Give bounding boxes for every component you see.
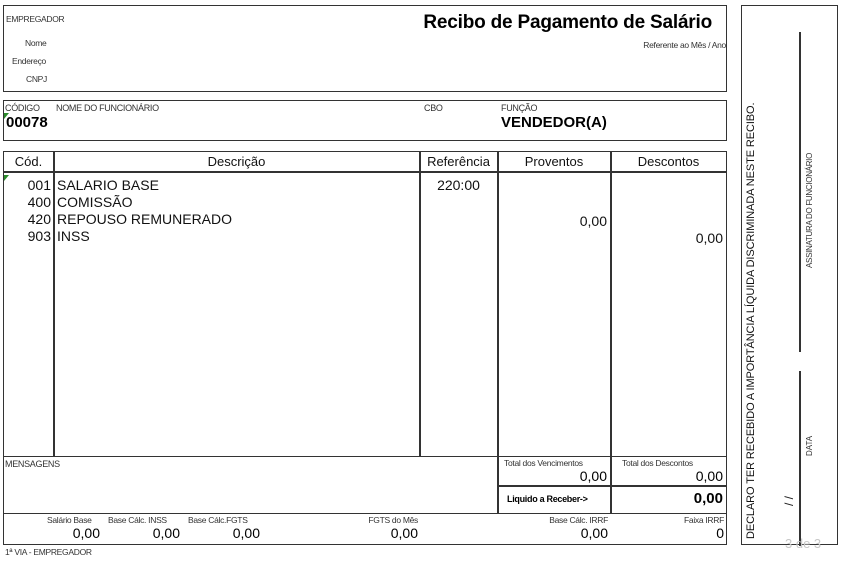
inss-base-value: 0,00 bbox=[152, 525, 180, 541]
fgts-base-value: 0,00 bbox=[232, 525, 260, 541]
employee-name-label: NOME DO FUNCIONÁRIO bbox=[56, 103, 159, 113]
calculation-bases-section bbox=[3, 513, 727, 545]
signature-section bbox=[741, 5, 838, 545]
net-pay-value: 0,00 bbox=[693, 490, 723, 507]
total-earnings-label: Total dos Vencimentos bbox=[504, 458, 583, 468]
fgts-month-value: 0,00 bbox=[390, 525, 418, 541]
base-salary-value: 0,00 bbox=[72, 525, 100, 541]
table-row-deductions bbox=[611, 194, 723, 211]
base-salary-label: Salário Base bbox=[47, 515, 92, 525]
table-row-code: 420 bbox=[27, 211, 51, 227]
table-row-earnings: 0,00 bbox=[579, 213, 607, 229]
page-indicator: 3 de 3 bbox=[785, 536, 822, 551]
table-row-description: COMISSÃO bbox=[57, 194, 133, 210]
messages-label: MENSAGENS bbox=[5, 459, 60, 469]
table-row-reference: 220:00 bbox=[437, 177, 480, 193]
table-row-earnings bbox=[498, 177, 607, 194]
total-earnings-value: 0,00 bbox=[579, 468, 607, 484]
column-divider bbox=[53, 152, 55, 456]
column-header-deductions: Descontos bbox=[637, 154, 700, 169]
table-row-description: SALARIO BASE bbox=[57, 177, 159, 193]
table-row-deductions bbox=[611, 177, 723, 194]
table-row-code: 400 bbox=[27, 194, 51, 210]
totals-divider bbox=[497, 485, 726, 487]
receipt-declaration: DECLARO TER RECEBIDO A IMPORTÂNCIA LÍQUIDA DISCRIMINADA NESTE RECIBO. bbox=[745, 102, 757, 539]
signature-line[interactable] bbox=[799, 32, 801, 352]
column-header-code: Cód. bbox=[14, 154, 43, 169]
irrf-band-label: Faixa IRRF bbox=[684, 515, 724, 525]
fgts-month-label: FGTS do Mês bbox=[368, 515, 418, 525]
table-row-reference bbox=[420, 228, 497, 245]
table-row-deductions bbox=[611, 211, 723, 228]
employer-name-label: Nome bbox=[25, 38, 47, 48]
employer-cnpj-label: CNPJ bbox=[26, 74, 47, 84]
table-row-description: INSS bbox=[57, 228, 90, 244]
copy-label: 1ª VIA - EMPREGADOR bbox=[5, 547, 92, 557]
employee-code: 00078 bbox=[6, 114, 48, 131]
page-title: Recibo de Pagamento de Salário bbox=[423, 12, 712, 33]
column-header-description: Descrição bbox=[207, 154, 266, 169]
date-line[interactable] bbox=[799, 371, 801, 546]
cbo-label: CBO bbox=[424, 103, 443, 113]
table-row-reference bbox=[420, 194, 497, 211]
fgts-base-label: Base Cálc.FGTS bbox=[188, 515, 248, 525]
messages-totals-section bbox=[3, 456, 727, 514]
net-pay-label: Liquido a Receber-> bbox=[507, 494, 588, 504]
table-row-deductions: 0,00 bbox=[695, 230, 723, 246]
column-header-reference: Referência bbox=[427, 154, 490, 169]
irrf-band-value: 0 bbox=[716, 525, 724, 541]
employer-section bbox=[3, 5, 727, 92]
date-label: DATA bbox=[805, 435, 814, 456]
reference-month-label: Referente ao Mês / Ano bbox=[643, 40, 726, 50]
table-row-code: 903 bbox=[27, 228, 51, 244]
table-row-earnings bbox=[498, 228, 607, 245]
total-deductions-label: Total dos Descontos bbox=[622, 458, 693, 468]
table-row-description: REPOUSO REMUNERADO bbox=[57, 211, 233, 227]
employer-address-label: Endereço bbox=[12, 56, 46, 66]
table-row-reference bbox=[420, 211, 497, 228]
signature-label: ASSINATURA DO FUNCIONÁRIO bbox=[805, 152, 814, 268]
inss-base-label: Base Cálc. INSS bbox=[108, 515, 167, 525]
employee-role: VENDEDOR(A) bbox=[501, 114, 607, 131]
date-placeholder: / / bbox=[782, 495, 796, 506]
table-row-code: 001 bbox=[27, 177, 51, 193]
employer-label: EMPREGADOR bbox=[6, 14, 65, 24]
irrf-base-label: Base Cálc. IRRF bbox=[549, 515, 608, 525]
irrf-base-value: 0,00 bbox=[580, 525, 608, 541]
payroll-items-table bbox=[3, 151, 727, 457]
column-header-earnings: Proventos bbox=[524, 154, 584, 169]
role-label: FUNÇÃO bbox=[501, 103, 538, 113]
table-row-earnings bbox=[498, 194, 607, 211]
employee-section bbox=[3, 100, 727, 141]
total-deductions-value: 0,00 bbox=[695, 468, 723, 484]
code-label: CÓDIGO bbox=[5, 103, 40, 113]
